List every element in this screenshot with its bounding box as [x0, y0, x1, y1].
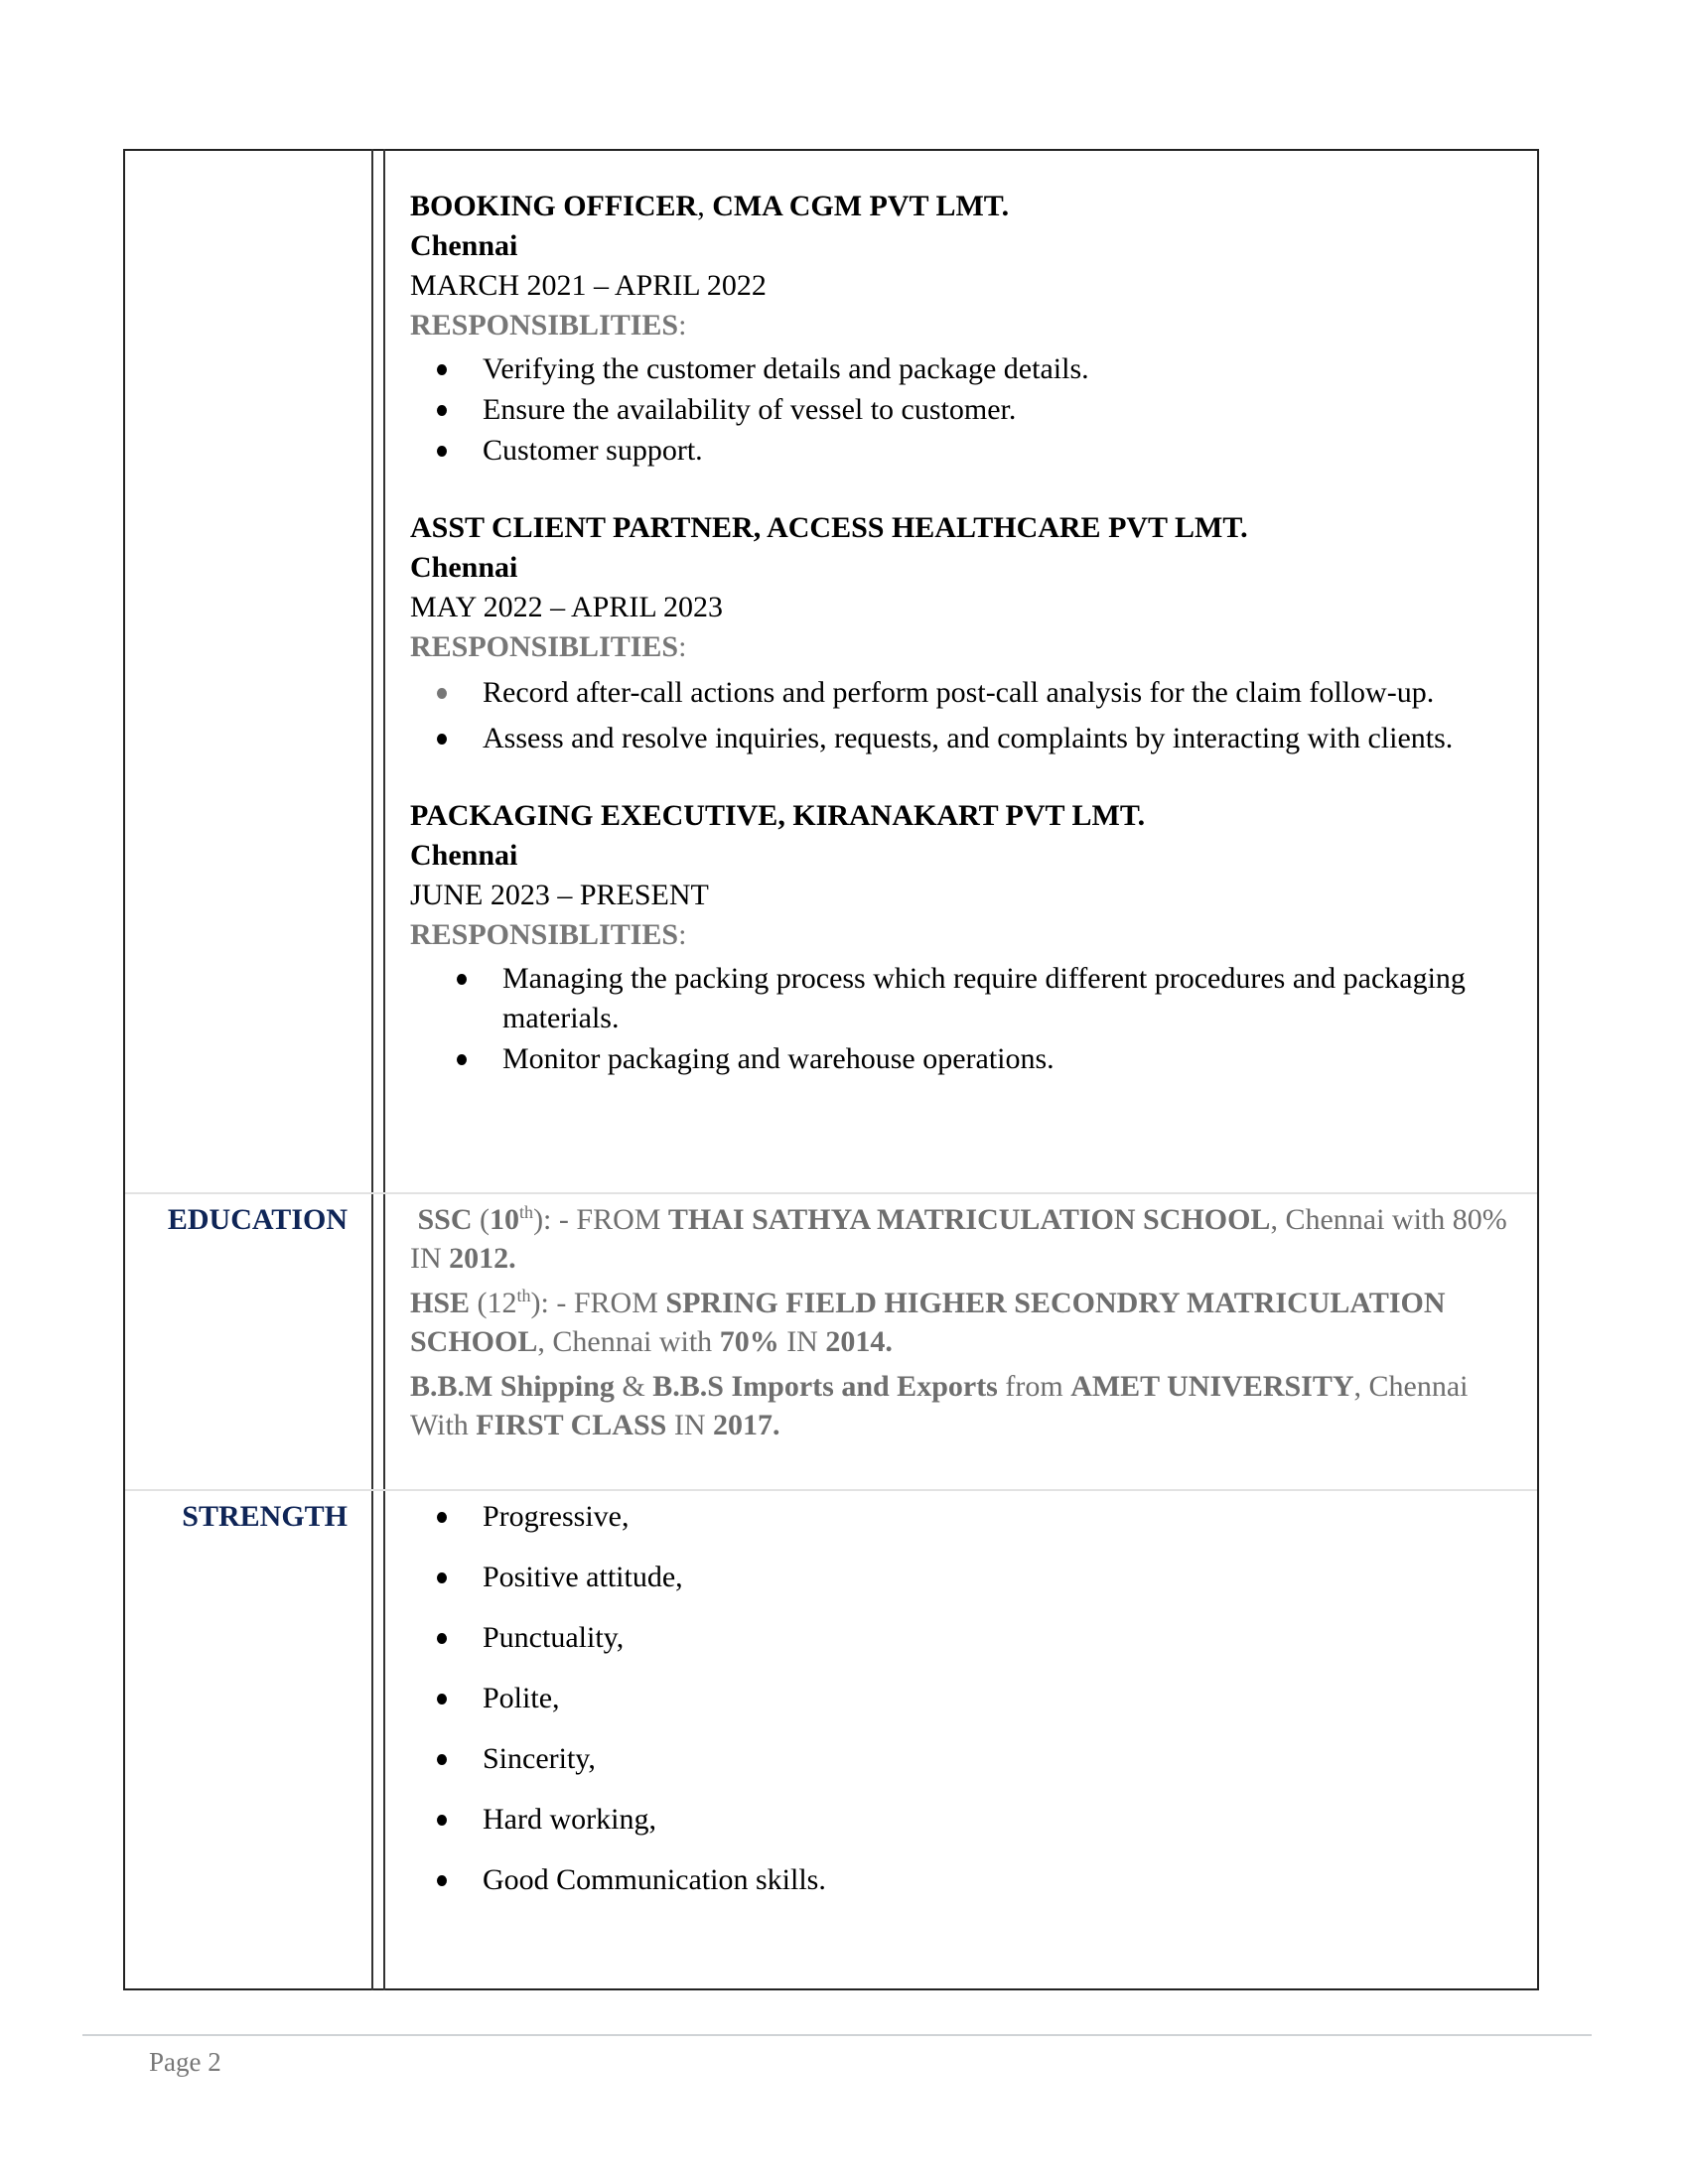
- list-item: Record after-call actions and perform post-call analysis for the claim follow-up.: [410, 673, 1512, 713]
- school-name: SPRING FIELD HIGHER SECONDRY MATRICULATION SCHOOL: [410, 1287, 1446, 1358]
- bullet-icon: [457, 1054, 467, 1065]
- job-heading: ASST CLIENT PARTNER, ACCESS HEALTHCARE PVT LMT.: [410, 511, 1248, 544]
- strength-list: [410, 1497, 1512, 1900]
- job-title: ASST CLIENT PARTNER: [410, 511, 754, 544]
- list-item: Progressive,: [410, 1497, 1512, 1537]
- responsibilities-list: [410, 959, 1512, 1079]
- job-entry: [410, 796, 1512, 1079]
- job-company: CMA CGM PVT LMT.: [712, 190, 1010, 222]
- responsibilities-heading: RESPONSIBLITIES:: [410, 309, 687, 341]
- bullet-icon: [437, 1694, 447, 1705]
- bullet-icon: [437, 688, 447, 699]
- school-name: THAI SATHYA MATRICULATION SCHOOL: [667, 1203, 1271, 1236]
- list-item: Hard working,: [410, 1800, 1512, 1840]
- job-company: ACCESS HEALTHCARE PVT LMT.: [767, 511, 1248, 544]
- list-item: Polite,: [410, 1679, 1512, 1718]
- page-number: Page 2: [149, 2047, 221, 2077]
- list-item: Good Communication skills.: [410, 1860, 1512, 1900]
- job-heading: PACKAGING EXECUTIVE, KIRANAKART PVT LMT.: [410, 799, 1146, 832]
- job-entry: [410, 187, 1512, 471]
- list-item: Ensure the availability of vessel to customer.: [410, 390, 1512, 430]
- job-title: PACKAGING EXECUTIVE: [410, 799, 778, 832]
- list-item: Assess and resolve inquiries, requests, and complaints by interacting with clients.: [410, 719, 1512, 758]
- responsibilities-heading: RESPONSIBLITIES:: [410, 918, 687, 951]
- job-city: Chennai: [410, 551, 518, 584]
- responsibilities-list: [410, 673, 1512, 758]
- section-label-strength: STRENGTH: [182, 1500, 348, 1533]
- education-ssc: SSC (10th): - FROM THAI SATHYA MATRICULATION SCHOOL, Chennai with 80% IN 2012.: [410, 1202, 1507, 1275]
- list-item: Sincerity,: [410, 1739, 1512, 1779]
- bullet-icon: [437, 405, 447, 416]
- university-name: AMET UNIVERSITY: [1070, 1370, 1354, 1403]
- bullet-icon: [437, 734, 447, 745]
- bullet-icon: [437, 1815, 447, 1826]
- job-dates: MAY 2022 – APRIL 2023: [410, 591, 724, 623]
- row-divider: [125, 1489, 1537, 1491]
- bullet-icon: [437, 1875, 447, 1886]
- section-label-education: EDUCATION: [167, 1203, 348, 1236]
- job-city: Chennai: [410, 839, 518, 872]
- list-item: Positive attitude,: [410, 1558, 1512, 1597]
- bullet-icon: [437, 1633, 447, 1644]
- row-divider: [125, 1192, 1537, 1194]
- bullet-icon: [437, 1512, 447, 1523]
- job-company: KIRANAKART PVT LMT.: [792, 799, 1146, 832]
- column-divider-right: [383, 149, 385, 1990]
- responsibilities-heading: RESPONSIBLITIES:: [410, 630, 687, 663]
- list-item: Monitor packaging and warehouse operations.: [410, 1039, 1512, 1079]
- job-entry: [410, 508, 1512, 758]
- list-item: Managing the packing process which require different procedures and packaging materials.: [410, 959, 1512, 1038]
- bullet-icon: [437, 1572, 447, 1583]
- job-title: BOOKING OFFICER: [410, 190, 698, 222]
- bullet-icon: [437, 364, 447, 375]
- job-heading: BOOKING OFFICER, CMA CGM PVT LMT.: [410, 190, 1010, 222]
- responsibilities-list: [410, 349, 1512, 471]
- list-item: Customer support.: [410, 431, 1512, 471]
- education-hse: HSE (12th): - FROM SPRING FIELD HIGHER SECONDRY MATRICULATION SCHOOL, Chennai with 70% IN 2014.: [410, 1286, 1446, 1358]
- list-item: Verifying the customer details and package details.: [410, 349, 1512, 389]
- education-section: [410, 1200, 1512, 1450]
- bullet-icon: [437, 1754, 447, 1765]
- column-divider-left: [371, 149, 373, 1990]
- footer-divider: [82, 2034, 1592, 2036]
- job-dates: MARCH 2021 – APRIL 2022: [410, 269, 767, 302]
- job-city: Chennai: [410, 229, 518, 262]
- list-item: Punctuality,: [410, 1618, 1512, 1658]
- job-dates: JUNE 2023 – PRESENT: [410, 879, 709, 911]
- bullet-icon: [437, 446, 447, 457]
- experience-section: [410, 187, 1512, 1117]
- education-degree: B.B.M Shipping & B.B.S Imports and Exports from AMET UNIVERSITY, Chennai With FIRST CLASS IN 2017.: [410, 1370, 1469, 1441]
- bullet-icon: [457, 974, 467, 985]
- strength-section: [410, 1497, 1512, 1921]
